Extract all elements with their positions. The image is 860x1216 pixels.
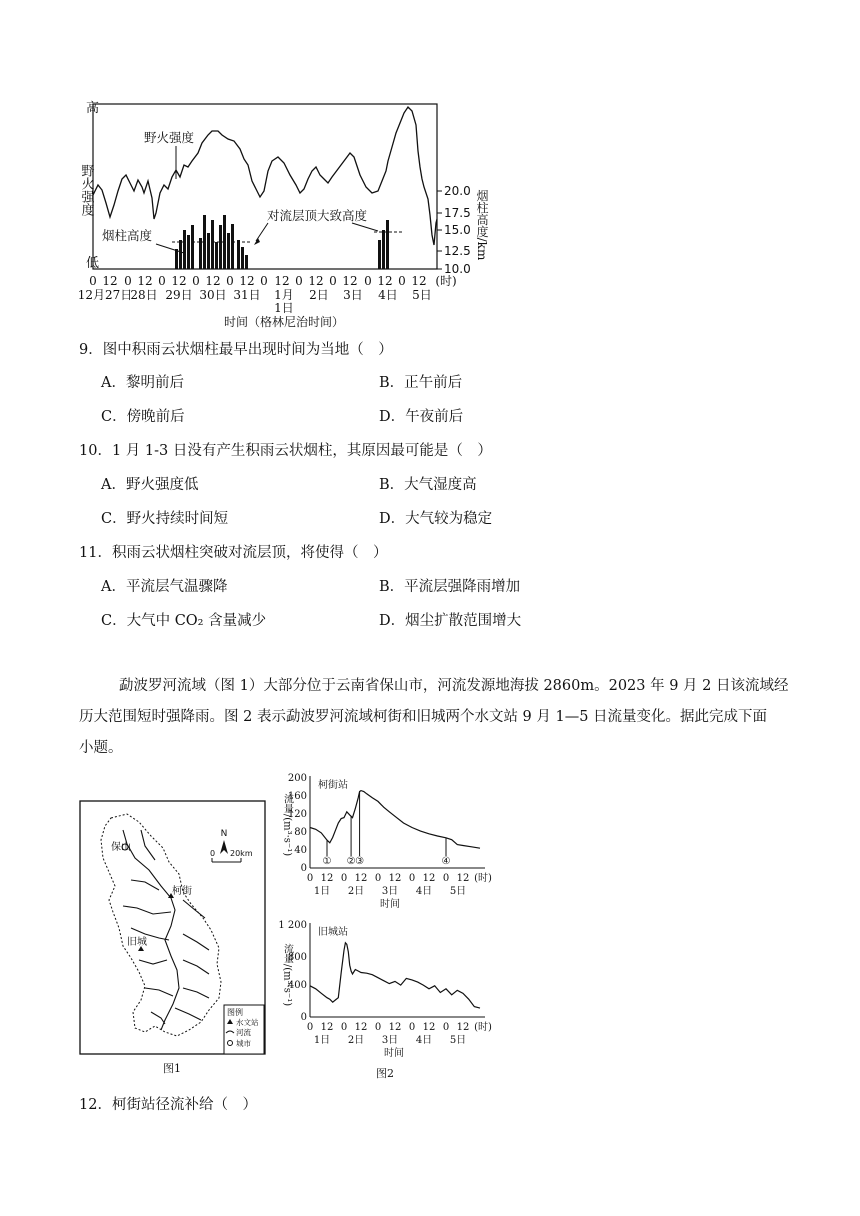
y2-tick: 12.5: [444, 244, 471, 258]
kejie-chart: [282, 773, 492, 910]
svg-text:0: 0: [340, 1022, 348, 1033]
svg-text:12: 12: [320, 1022, 334, 1033]
question-9-stem: 9．图中积雨云状烟柱最早出现时间为当地（ ）: [79, 342, 393, 358]
y2-tick: 15.0: [444, 223, 471, 237]
svg-text:4日: 4日: [378, 288, 398, 302]
kejie-flow-line: [310, 791, 480, 849]
basin-map-figure: [79, 800, 269, 1080]
svg-text:图例: 图例: [227, 1008, 243, 1017]
svg-text:0: 0: [442, 873, 450, 884]
svg-text:12: 12: [239, 274, 255, 288]
river-network: [123, 830, 209, 1030]
svg-text:5日: 5日: [449, 886, 467, 897]
q10-option-d[interactable]: D．大气较为稳定: [379, 511, 493, 527]
svg-text:12: 12: [102, 274, 118, 288]
place-baoshan: 保山: [111, 842, 131, 853]
jiucheng-ytick: 400: [287, 980, 307, 991]
map-legend: [224, 1005, 264, 1054]
kejie-marker-label: ②: [346, 856, 356, 867]
kejie-ytick: 200: [287, 773, 307, 784]
y-high-label: 高: [86, 101, 100, 116]
svg-text:12: 12: [377, 274, 393, 288]
svg-text:(时): (时): [474, 1022, 492, 1033]
svg-text:0: 0: [329, 274, 337, 288]
svg-text:0: 0: [124, 274, 132, 288]
label-tropopause: 对流层顶大致高度: [267, 208, 368, 223]
jiucheng-chart: [278, 920, 492, 1059]
q11-option-a[interactable]: A．平流层气温骤降: [101, 579, 228, 595]
q9-option-b[interactable]: B．正午前后: [379, 375, 463, 391]
svg-text:12: 12: [308, 274, 324, 288]
label-plume-height: 烟柱高度: [102, 228, 153, 243]
svg-text:0: 0: [408, 1022, 416, 1033]
svg-text:1日: 1日: [313, 1035, 331, 1046]
passage-line-1: 勐波罗河流域（图 1）大部分位于云南省保山市，河流发源地海拔 2860m。2023 年 9 月 2 日该流域经: [119, 678, 789, 694]
q9-option-d[interactable]: D．午夜前后: [379, 409, 464, 425]
svg-text:0: 0: [408, 873, 416, 884]
north-label: N: [220, 829, 228, 839]
svg-text:12月27日: 12月27日: [77, 288, 133, 302]
svg-text:0: 0: [306, 1022, 314, 1033]
svg-text:12: 12: [171, 274, 187, 288]
fig2-caption: 图2: [376, 1067, 394, 1080]
svg-text:(时): (时): [474, 873, 492, 884]
svg-text:1月: 1月: [274, 288, 294, 302]
wildfire-figure: [72, 95, 502, 335]
svg-text:12: 12: [456, 1022, 470, 1033]
question-12-stem: 12．柯街站径流补给（ ）: [79, 1097, 257, 1113]
jiucheng-ylabel: 流量/(m³·s⁻¹): [281, 943, 293, 1007]
q11-option-c[interactable]: C．大气中 CO₂ 含量减少: [101, 613, 267, 629]
fig1-caption: 图1: [163, 1062, 181, 1075]
kejie-ytick: 0: [300, 863, 307, 874]
svg-text:12: 12: [205, 274, 221, 288]
svg-text:12: 12: [354, 1022, 368, 1033]
svg-text:5日: 5日: [412, 288, 432, 302]
svg-text:12: 12: [274, 274, 290, 288]
place-jiucheng: 旧城: [127, 937, 147, 948]
svg-text:1日: 1日: [313, 886, 331, 897]
kejie-ylabel: 流量/(m³·s⁻¹): [281, 793, 293, 857]
svg-text:水文站: 水文站: [236, 1018, 259, 1027]
kejie-marker-label: ③: [355, 856, 365, 867]
q11-option-b[interactable]: B．平流层强降雨增加: [379, 579, 521, 595]
svg-text:12: 12: [422, 1022, 436, 1033]
svg-text:0: 0: [364, 274, 372, 288]
q10-option-a[interactable]: A．野火强度低: [101, 477, 199, 493]
svg-text:2日: 2日: [309, 288, 329, 302]
scale-0: 0: [210, 849, 216, 858]
svg-text:31日: 31日: [233, 288, 261, 302]
kejie-ytick: 80: [294, 827, 307, 838]
q9-option-c[interactable]: C．傍晚前后: [101, 409, 185, 425]
y2-tick: 10.0: [444, 262, 471, 276]
jiucheng-ytick: 0: [300, 1012, 307, 1023]
leader-tropopause-left: [256, 223, 268, 241]
question-11-stem: 11．积雨云状烟柱突破对流层顶，将使得（ ）: [79, 545, 388, 561]
svg-text:12: 12: [388, 873, 402, 884]
svg-text:3日: 3日: [343, 288, 363, 302]
svg-text:3日: 3日: [381, 1035, 399, 1046]
jiucheng-title: 旧城站: [318, 927, 348, 938]
svg-text:时间（格林尼治时间）: 时间（格林尼治时间）: [223, 315, 345, 329]
kejie-ytick: 40: [294, 845, 307, 856]
svg-text:时间: 时间: [380, 899, 400, 910]
svg-text:12: 12: [456, 873, 470, 884]
x-axis-fire: [78, 273, 457, 329]
svg-text:0: 0: [442, 1022, 450, 1033]
kejie-title: 柯街站: [318, 780, 348, 791]
right-axis: [437, 184, 489, 276]
svg-text:29日: 29日: [165, 288, 193, 302]
svg-text:0: 0: [295, 274, 303, 288]
svg-text:12: 12: [137, 274, 153, 288]
svg-text:12: 12: [342, 274, 358, 288]
svg-text:30日: 30日: [199, 288, 227, 302]
svg-text:12: 12: [354, 873, 368, 884]
svg-text:0: 0: [89, 274, 97, 288]
kejie-ytick: 120: [287, 809, 307, 820]
svg-text:2日: 2日: [347, 1035, 365, 1046]
q9-option-a[interactable]: A．黎明前后: [101, 375, 184, 391]
passage-line-2: 历大范围短时强降雨。图 2 表示勐波罗河流域柯街和旧城两个水文站 9 月 1—5 日流量变化。据此完成下面: [79, 709, 768, 725]
svg-text:0: 0: [260, 274, 268, 288]
svg-text:0: 0: [340, 873, 348, 884]
svg-text:(时): (时): [435, 274, 457, 288]
y-axis-label: 野火强度: [78, 164, 94, 216]
svg-text:河流: 河流: [236, 1028, 251, 1037]
svg-text:4日: 4日: [415, 1035, 433, 1046]
svg-text:0: 0: [158, 274, 166, 288]
svg-text:0: 0: [398, 274, 406, 288]
label-fire-intensity: 野火强度: [144, 130, 195, 145]
svg-text:28日: 28日: [130, 288, 158, 302]
jiucheng-flow-line: [310, 943, 480, 1008]
svg-text:3日: 3日: [381, 886, 399, 897]
hydrograph-figure: [270, 770, 500, 1090]
jiucheng-ytick: 1 200: [278, 920, 307, 931]
svg-text:0: 0: [306, 873, 314, 884]
svg-text:城市: 城市: [236, 1039, 251, 1048]
jiucheng-ytick: 800: [287, 952, 307, 963]
svg-text:12: 12: [422, 873, 436, 884]
svg-text:12: 12: [320, 873, 334, 884]
svg-text:1日: 1日: [274, 301, 294, 315]
kejie-marker-label: ④: [441, 856, 451, 867]
y2-tick: 20.0: [444, 184, 471, 198]
q10-option-c[interactable]: C．野火持续时间短: [101, 511, 229, 527]
fire-intensity-line: [93, 107, 437, 245]
leader-tropopause-right: [352, 223, 378, 231]
passage-line-3: 小题。: [79, 740, 123, 756]
svg-text:0: 0: [192, 274, 200, 288]
kejie-ytick: 160: [287, 791, 307, 802]
q10-option-b[interactable]: B．大气湿度高: [379, 477, 477, 493]
svg-text:5日: 5日: [449, 1035, 467, 1046]
svg-text:0: 0: [374, 1022, 382, 1033]
y2-axis-label: 烟柱高度/km: [475, 189, 489, 261]
q11-option-d[interactable]: D．烟尘扩散范围增大: [379, 613, 522, 629]
svg-text:4日: 4日: [415, 886, 433, 897]
svg-text:12: 12: [388, 1022, 402, 1033]
svg-text:0: 0: [226, 274, 234, 288]
svg-text:2日: 2日: [347, 886, 365, 897]
north-arrow-icon: [220, 840, 228, 854]
svg-text:时间: 时间: [384, 1048, 404, 1059]
place-kejie: 柯街: [172, 886, 192, 897]
question-10-stem: 10．1 月 1-3 日没有产生积雨云状烟柱，其原因最可能是（ ）: [79, 443, 492, 459]
scale-20: 20km: [230, 849, 253, 858]
svg-text:0: 0: [374, 873, 382, 884]
y2-tick: 17.5: [444, 206, 471, 220]
kejie-marker-label: ①: [322, 856, 332, 867]
y-low-label: 低: [86, 256, 100, 271]
svg-text:12: 12: [411, 274, 427, 288]
passage: [79, 671, 789, 764]
